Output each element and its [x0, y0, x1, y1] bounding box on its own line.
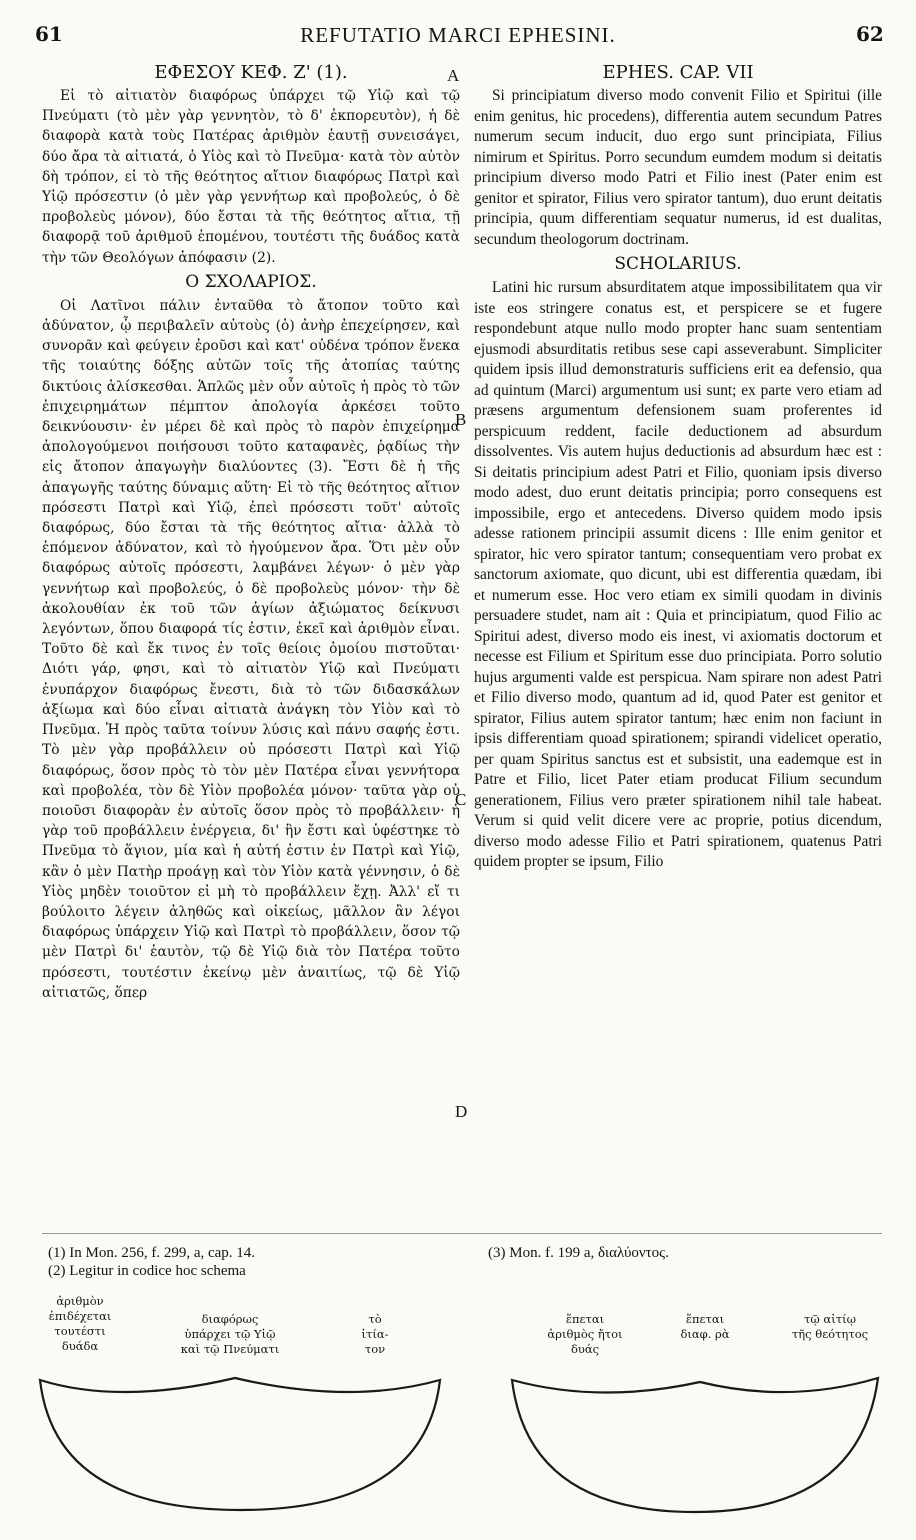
- footnote-divider: [42, 1233, 882, 1234]
- schema-left-crescent: [30, 1360, 450, 1520]
- greek-section-heading: Ο ΣΧΟΛΑΡΙΟΣ.: [185, 271, 317, 292]
- left-page-number: 61: [35, 22, 63, 46]
- latin-paragraph-reply: Latini hic rursum absurditatem atque impossibilitatem qua vir iste eos stringere conatus est, et perspicere se et fugere respondebunt atque nullo modo propter hanc suam sententiam ejusmodi absurditatis retibus sese capi asseverabunt. Simpliciter quidem ipsis illud demonstraturis sufficiens erit ea defensio, qua ad quintum (Marci) argumentum usi sunt; ex parte vero etiam ad præsens argumentum defensionem suam proferentes id perspicuum reddent, facile deductionem ad absurdum dissolventes. Vis autem hujus deductionis ad absurdum hæc est : Si deitatis principium adest Patri et Filio, quoniam ipsis diverso modo adest, duo erunt deitatis principia; porro consequens est impossibile, ergo et antecedens. Diverso quidem modo ipsis adesse rationem principii assumit dicens : Ille enim genitor et spirator, hic vero spirator tantum; consequentiam vero probat ex sanctorum axiomate, quo dicunt, ubi est differentia quædam, ibi et numerum esse. Hoc vero etiam ex simili quodam in divinis persuadere studet, nam ait : Quia et principiatum, quod Filio ac Spiritui adest, diverso modo eis inest, vi axiomatis doctorum et necesse est Filium et Spiritum esse duo principiata. Porro solutio hujus argumenti valde est perspicua. Nam spirare non adest Patri et Filio diverso modo, quantum ad id, quod Pater est genitor et spirator, Filius autem spirator tantum; hæc enim non faciunt in ipsis differentiam quoad spirationem; spirandi videlicet operatio, per quam Spiritus sanctus est et subsistit, una eademque est in Patre et Filio, licet Pater etiam producat Filium secundum generationem, Filius vero præter spirationem nihil tale habeat. Verum si quid velit dicere vere ac proprie, potius dicendum, diverso modo adesse Filio et Patri spirationem, quatenus Patri quidem propter se ipsum, Filio: [474, 279, 882, 870]
- greek-column: [42, 60, 460, 1226]
- latin-section-heading: SCHOLARIUS.: [614, 254, 742, 274]
- schema-right-crescent: [500, 1362, 890, 1522]
- margin-marker-c: C: [455, 790, 467, 809]
- schema-right-label-2: ἕπεται διαφ. ρὰ: [680, 1312, 730, 1341]
- footnote-2: (2) Legitur in codice hoc schema: [48, 1263, 246, 1279]
- latin-paragraph-objection: Si principiatum diverso modo convenit Filio et Spiritui (ille enim genitus, hic procedens), differentia autem secundum Patres numerum secum inducit, duo ergo sunt principiata, Filius nimirum et Spiritus. Porro secundum eumdem modum si deitatis principium diverso modo Patri et Filio inest (Pater enim est genitor et spirator, Filius vero spirator tantum), duo erunt deitatis principia, quum differentiam sequatur numerus, id est dualitas, secundum theologorum doctrinam.: [474, 87, 882, 248]
- schema-right-label-1: ἕπεται ἀριθμὸς ἤτοι δυάς: [547, 1312, 623, 1356]
- right-page-number: 62: [856, 22, 884, 46]
- latin-column: [474, 60, 882, 1226]
- schema-right-label-3: τῷ αἰτίῳ τῆς θεότητος: [791, 1312, 869, 1341]
- footnote-3: (3) Mon. f. 199 a, διαλύοντος.: [488, 1245, 669, 1261]
- latin-column-heading: EPHES. CAP. VII: [602, 62, 754, 83]
- greek-paragraph-objection: Εἰ τὸ αἰτιατὸν διαφόρως ὑπάρχει τῷ Υἱῷ καὶ τῷ Πνεύματι (τὸ μὲν γὰρ γεννητὸν, τὸ δ' ἐκπορευτὸν), ἡ δὲ διαφορὰ κατὰ τοὺς Πατέρας ἀριθμὸν ἑαυτῇ συνεισάγει, δύο ἄρα τὰ αἰτιατά, ὁ Υἱὸς καὶ τὸ Πνεῦμα· κατὰ τὸν αὐτὸν δὴ τρόπον, εἰ τὸ τῆς θεότητος αἴτιον διαφόρως Πατρὶ καὶ Υἱῷ πρόσεστιν (ὁ μὲν γὰρ γεννήτωρ καὶ προβολεύς, ὁ δὲ προβολεὺς μόνον), δύο ἔσται τὰ τῆς θεότητος αἴτια, τῇ διαφορᾷ τοῦ ἀριθμοῦ ἑπομένου, τουτέστι τῆς δυάδος κατὰ τὴν τῶν Θεολόγων ἀπόφασιν (2).: [42, 88, 460, 266]
- greek-paragraph-reply: Οἱ Λατῖνοι πάλιν ἐνταῦθα τὸ ἄτοπον τοῦτο καὶ ἀδύνατον, ᾧ περιβαλεῖν αὐτοὺς (ὁ) ἀνὴρ ἐπεχείρησεν, καὶ συνορᾶν καὶ φεύγειν ἐροῦσι καὶ κατ' οὐδένα τρόπον ἕνεκα τῆς τοιαύτης δόξης αὐτῶν τοῖς τῆς ἀτοπίας ταύτης δικτύοις ἁλίσκεσθαι. Ἁπλῶς μὲν οὖν αὐτοῖς ἡ πρὸς τὸ τῶν ἐπιχειρημάτων πέμπτον ἀπολογία ἀρκέσει τοῦτο δεικνύουσιν· ἐν μέρει δὲ καὶ πρὸς τὸ παρὸν ἐπιχείρημα ἀπολογούμενοι ποιήσουσι τοῦτο καταφανὲς, ῥᾳδίως τὴν εἰς ἄτοπον ἀπαγωγὴν διαλύοντες (3). Ἔστι δὲ ἡ τῆς ἀπαγωγῆς ταύτης δύναμις αὕτη· Εἰ τὸ τῆς θεότητος αἴτιον πρόσεστι Πατρὶ καὶ Υἱῷ, ἐπεὶ πρόσεστι τοῦτ' αὐτοῖς διαφόρως, δύο ἔσται τὰ τῆς θεότητος αἴτια· ἀλλὰ τὸ ἑπόμενον ἀδύνατον, καὶ τὸ ἡγούμενον ἄρα. Ὅτι μὲν οὖν διαφόρως αὐτοῖς πρόσεστι, λαμβάνει λέγων· ὁ μὲν γὰρ γεννήτωρ καὶ προβολεύς, ὁ δὲ προβολεὺς μόνον· τὴν δὲ ἀκολουθίαν ἐκ τοῦ τῶν ἁγίων ἀξιώματος δείκνυσι λεγόντων, ὅπου διαφορά τίς ἐστιν, ἐκεῖ καὶ ἀριθμὸν εἶναι. Τοῦτο δὲ καὶ ἔκ τινος ἐν τοῖς θείοις ὁμοίου πιστοῦται· Διότι γάρ, φησι, καὶ τὸ αἰτιατὸν Υἱῷ καὶ Πνεύματι ἐνυπάρχον διαφόρως ἔνεστι, διὰ τὸ τῶν διδασκάλων ἀξίωμα καὶ δύο εἶναι αἰτιατὰ ἀνάγκη τὸν Υἱὸν καὶ τὸ Πνεῦμα. Ἡ πρὸς ταῦτα τοίνυν λύσις καὶ πάνυ σαφής ἐστι. Τὸ μὲν γὰρ προβάλλειν οὐ πρόσεστι Πατρὶ καὶ Υἱῷ διαφόρως, ὅσον πρὸς τὸ τὸν μὲν Πατέρα εἶναι γεννήτορα καὶ προβολέα, τὸν δὲ Υἱὸν προβολέα μόνον· ταῦτα γὰρ οὐ ποιοῦσι διαφορὰν ἐν αὐτοῖς ὅσον πρὸς τὸ προβάλλειν· ἡ γὰρ τοῦ προβάλλειν ἐνέργεια, δι' ἣν ἔστι καὶ ὑφέστηκε τὸ Πνεῦμα τὸ ἅγιον, μία καὶ ἡ αὐτή ἐστιν ἐν Πατρὶ καὶ Υἱῷ, κἂν ὁ μὲν Πατὴρ προάγῃ καὶ τὸν Υἱὸν κατὰ γέννησιν, ὁ δὲ Υἱὸς μηδὲν τοιοῦτον εἰ μὴ τὸ προβάλλειν ἔχῃ. Ἀλλ' εἴ τι βούλοιτο λέγειν ἀληθῶς καὶ οἰκείως, μᾶλλον ἂν λέγοι διαφόρως ὑπάρχειν Υἱῷ καὶ Πατρὶ τὸ προβάλλειν, ὅσον τῷ μὲν Πατρὶ δι' ἑαυτὸν, τῷ δὲ Υἱῷ διὰ τὸν Πατέρα τοῦτο πρόσεστι, τουτέστιν ἐκείνῳ μὲν ἀναιτίως, τῷ δὲ Υἱῷ αἰτιατῶς, ὅπερ: [42, 297, 460, 1001]
- greek-column-heading: ΕΦΕΣΟΥ ΚΕΦ. Ζ' (1).: [154, 62, 348, 83]
- running-title: REFUTATIO MARCI EPHESINI.: [300, 23, 616, 47]
- footnote-1: (1) In Mon. 256, f. 299, a, cap. 14.: [48, 1245, 256, 1261]
- margin-marker-a: A: [447, 66, 460, 85]
- page-header: [0, 0, 916, 46]
- schema-left-label-2: διαφόρως ὑπάρχει τῷ Υἱῷ καὶ τῷ Πνεύματι: [180, 1312, 280, 1356]
- schema-left-label-1: ἀριθμὸν ἐπιδέχεται τουτέστι δυάδα: [48, 1294, 112, 1353]
- margin-marker-b: B: [455, 410, 467, 429]
- margin-marker-d: D: [455, 1102, 468, 1121]
- schema-left-label-3: τὸ ἰτία- τον: [361, 1312, 389, 1356]
